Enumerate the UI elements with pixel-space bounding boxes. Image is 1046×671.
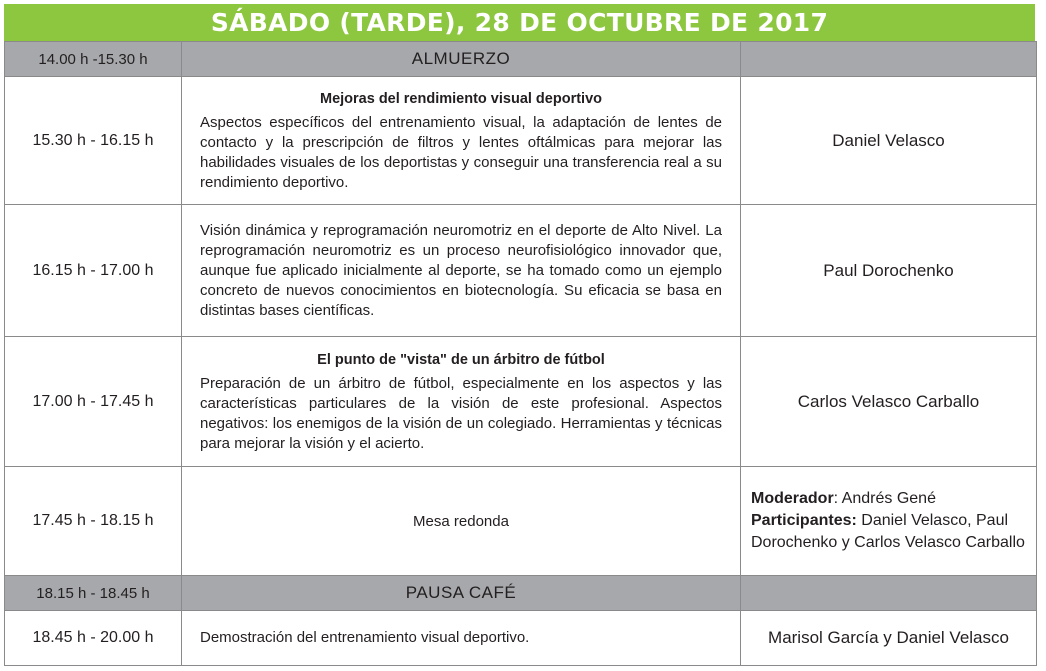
speaker-name: Daniel Velasco	[741, 77, 1037, 205]
coffee-break-label: PAUSA CAFÉ	[182, 576, 741, 611]
time-cell: 16.15 h - 17.00 h	[5, 205, 182, 337]
round-table-label: Mesa redonda	[182, 467, 741, 576]
table-row	[5, 205, 1037, 337]
time-cell: 14.00 h -15.30 h	[5, 42, 182, 77]
talk-title: El punto de "vista" de un árbitro de fútbol	[317, 351, 605, 368]
time-cell: 15.30 h - 16.15 h	[5, 77, 182, 205]
talk-description-cell	[182, 205, 741, 337]
panel-info	[741, 467, 1037, 576]
speaker-name: Carlos Velasco Carballo	[741, 337, 1037, 467]
participants-names: Daniel Velasco, Paul Dorochenko y Carlos Velasco Carballo	[751, 512, 1025, 551]
table-row	[5, 42, 1037, 77]
speaker-name: Marisol García y Daniel Velasco	[741, 611, 1037, 666]
talk-description: Aspectos específicos del entrenamiento visual, la adaptación de lentes de contacto y la prescripción de filtros y lentes oftálmicas para mejorar las habilidades visuales de los deportistas y conseguir una transferencia real a su rendimiento deportivo.	[200, 113, 722, 191]
page-title: SÁBADO (TARDE), 28 DE OCTUBRE DE 2017	[4, 4, 1035, 41]
talk-description: Demostración del entrenamiento visual deportivo.	[200, 629, 530, 646]
talk-description: Visión dinámica y reprogramación neuromotriz en el deporte de Alto Nivel. La reprogramación neuromotriz es un proceso neurofisiológico innovador que, aunque fue aplicado inicialmente al deporte, se ha tomado como un ejemplo concreto de nuevos conocimientos en biotecnología. Su eficacia se basa en distintas bases científicas.	[200, 221, 722, 319]
talk-title: Mejoras del rendimiento visual deportivo	[319, 90, 602, 107]
talk-description-cell	[182, 337, 741, 467]
talk-description: Preparación de un árbitro de fútbol, especialmente en los aspectos y las características particulares de la visión de este profesional. Aspectos negativos: los enemigos de la visión de un colegiado. Herramientas y técnicas para mejorar la visión y el acierto.	[200, 374, 722, 452]
speaker-name: Paul Dorochenko	[741, 205, 1037, 337]
table-row	[5, 337, 1037, 467]
table-row	[5, 611, 1037, 666]
schedule-table	[4, 41, 1037, 666]
lunch-label: ALMUERZO	[182, 42, 741, 77]
table-row	[5, 467, 1037, 576]
time-cell: 18.45 h - 20.00 h	[5, 611, 182, 666]
talk-description-cell	[182, 77, 741, 205]
empty-cell	[741, 42, 1037, 77]
time-cell: 18.15 h - 18.45 h	[5, 576, 182, 611]
table-row	[5, 576, 1037, 611]
moderator-name: : Andrés Gené	[833, 490, 936, 507]
participants-label: Participantes:	[751, 512, 857, 529]
empty-cell	[741, 576, 1037, 611]
table-row	[5, 77, 1037, 205]
moderator-label: Moderador	[751, 490, 834, 507]
time-cell: 17.00 h - 17.45 h	[5, 337, 182, 467]
time-cell: 17.45 h - 18.15 h	[5, 467, 182, 576]
talk-description-cell	[182, 611, 741, 666]
